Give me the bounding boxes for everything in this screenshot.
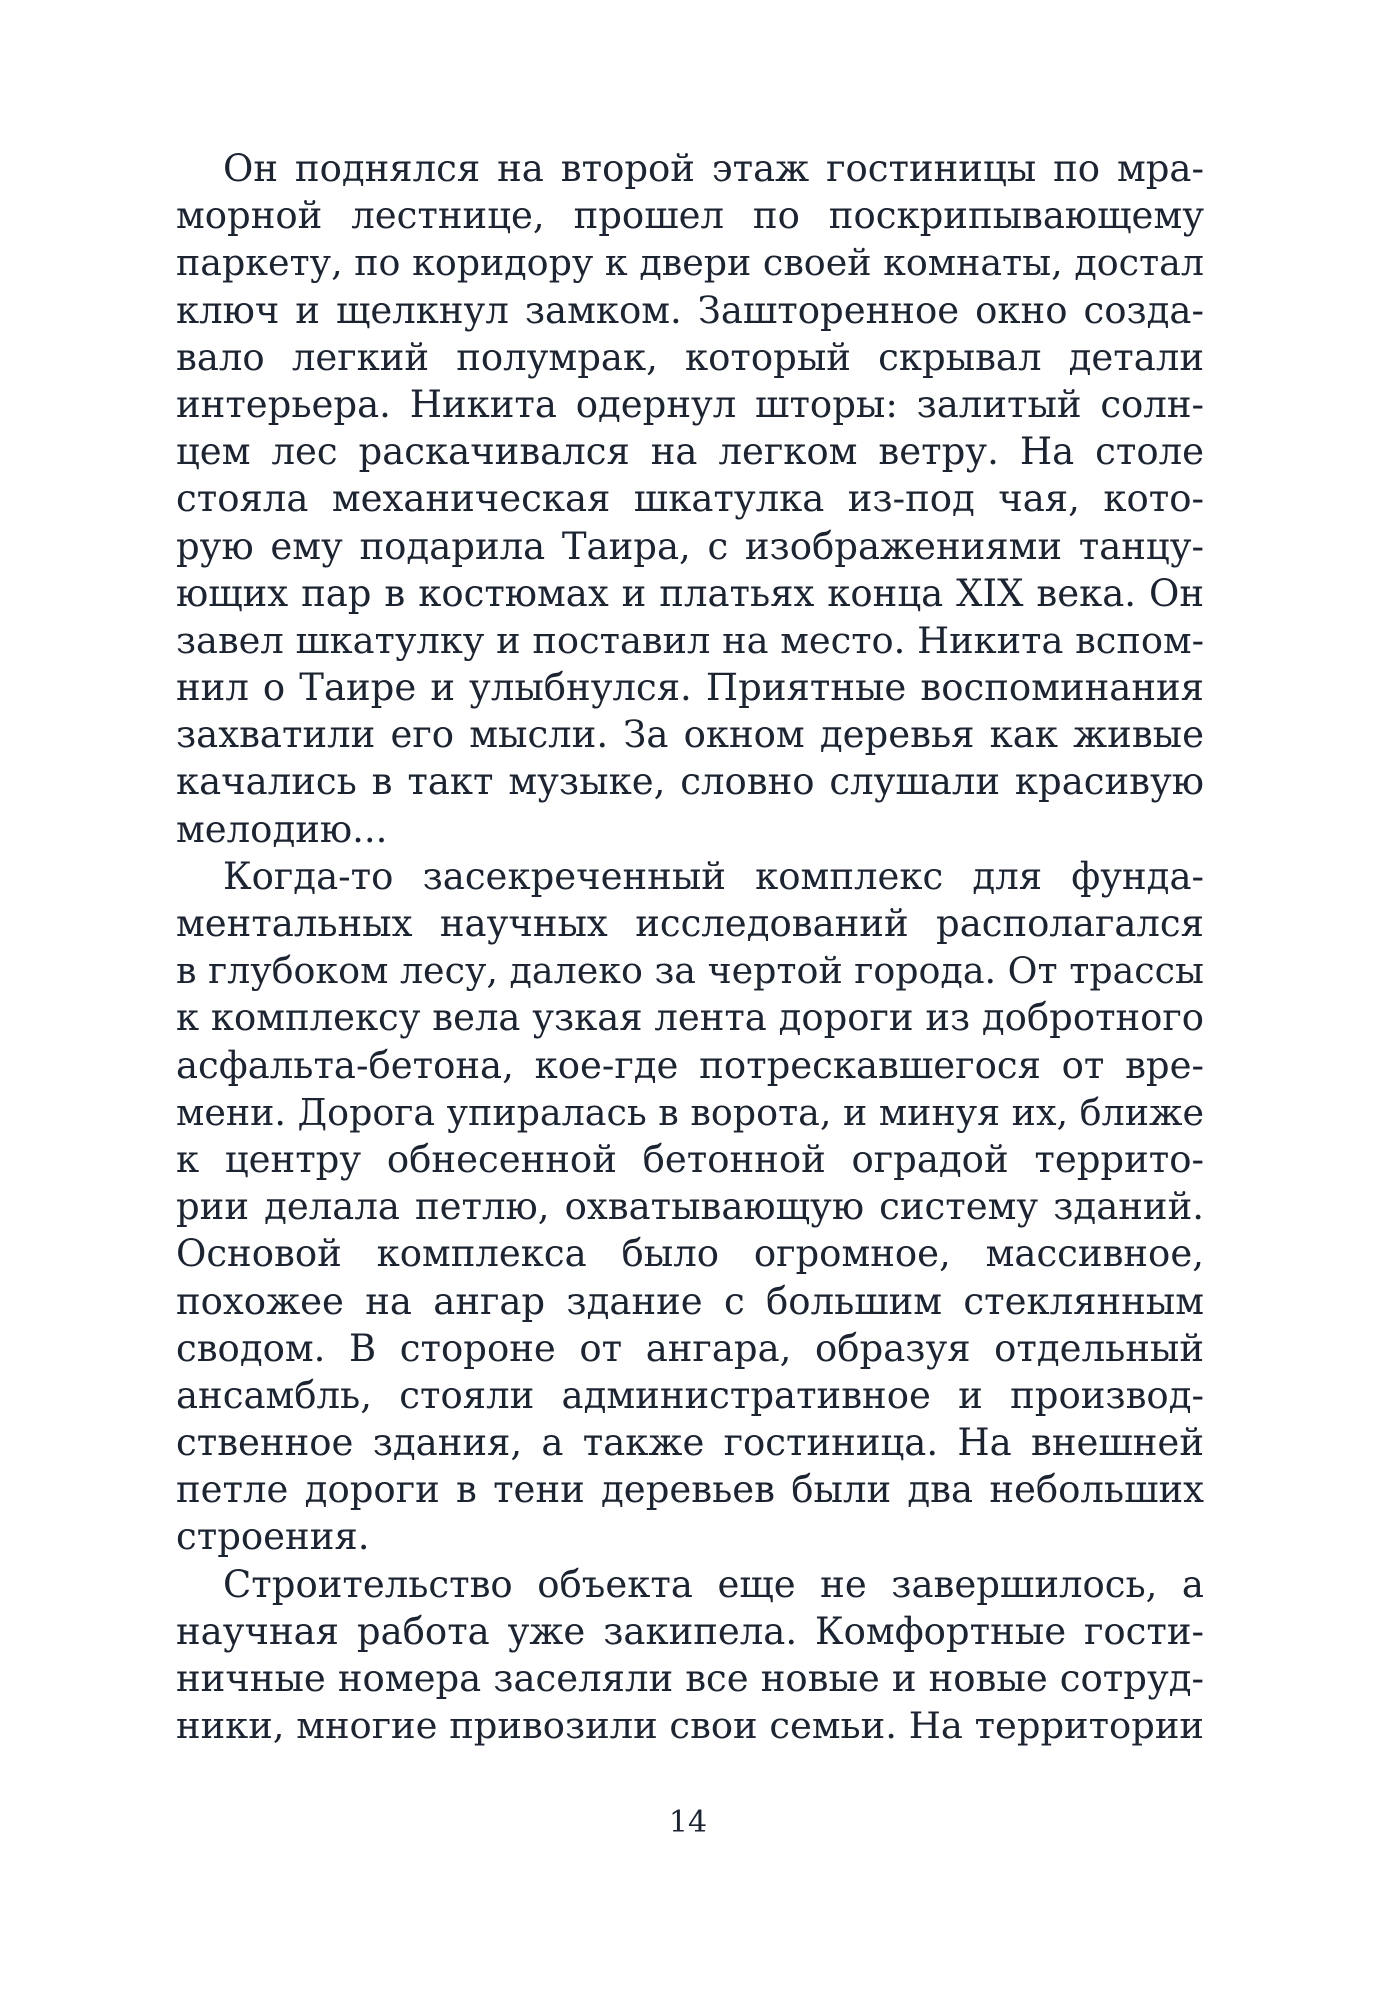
paragraph-line: интерьера. Никита одернул шторы: залитый солн- xyxy=(176,382,1204,426)
paragraph-line: асфальта-бетона, кое-где потрескавшегося от вре- xyxy=(176,1043,1204,1087)
paragraph-line: ключ и щелкнул замком. Зашторенное окно созда- xyxy=(176,288,1204,332)
paragraph-line: качались в такт музыке, словно слушали красивую xyxy=(176,760,1204,804)
paragraph-line: научная работа уже закипела. Комфортные гости- xyxy=(176,1609,1204,1653)
page-number: 14 xyxy=(668,1805,708,1840)
paragraph-line: ники, многие привозили свои семьи. На территории xyxy=(176,1704,1204,1748)
paragraph-line: к комплексу вела узкая лента дороги из добротного xyxy=(176,996,1204,1040)
paragraph-line: морной лестнице, прошел по поскрипывающему xyxy=(176,194,1204,238)
paragraph-line: рую ему подарила Таира, с изображениями танцу- xyxy=(176,524,1204,568)
paragraph-line: петле дороги в тени деревьев были два небольших xyxy=(176,1468,1204,1512)
paragraph-line: мени. Дорога упиралась в ворота, и минуя их, ближе xyxy=(176,1090,1204,1134)
paragraph-line: в глубоком лесу, далеко за чертой города. От трассы xyxy=(176,949,1204,993)
paragraph-line: вало легкий полумрак, который скрывал детали xyxy=(176,335,1204,379)
paragraph-line: к центру обнесенной бетонной оградой террито- xyxy=(176,1137,1204,1181)
body-text xyxy=(176,145,1204,1749)
paragraph-line: нил о Таире и улыбнулся. Приятные воспоминания xyxy=(176,666,1204,710)
paragraph-line: Основой комплекса было огромное, массивное, xyxy=(176,1232,1204,1276)
paragraph-line: похожее на ангар здание с большим стеклянным xyxy=(176,1279,1204,1323)
paragraph-line: захватили его мысли. За окном деревья как живые xyxy=(176,713,1204,757)
paragraph-line: завел шкатулку и поставил на место. Никита вспом- xyxy=(176,618,1204,662)
paragraph-line: рии делала петлю, охватывающую систему зданий. xyxy=(176,1185,1204,1229)
paragraph-line: паркету, по коридору к двери своей комнаты, достал xyxy=(176,241,1204,285)
paragraph-line: сводом. В стороне от ангара, образуя отдельный xyxy=(176,1326,1204,1370)
paragraph-line: ментальных научных исследований располагался xyxy=(176,902,1204,945)
paragraph-line: Строительство объекта еще не завершилось, а xyxy=(223,1562,1204,1606)
paragraph-line: ющих пар в костюмах и платьях конца XIX века. Он xyxy=(176,571,1204,615)
paragraph-line: строения. xyxy=(176,1515,370,1559)
paragraph-line: ничные номера заселяли все новые и новые сотруд- xyxy=(176,1657,1204,1700)
paragraph-line: Когда-то засекреченный комплекс для фунда- xyxy=(223,854,1204,898)
paragraph-line: ственное здания, а также гостиница. На внешней xyxy=(176,1421,1204,1465)
paragraph-line: стояла механическая шкатулка из-под чая, кото- xyxy=(176,477,1204,521)
paragraph-line: ансамбль, стояли административное и производ- xyxy=(176,1373,1204,1417)
paragraph-line: мелодию... xyxy=(176,807,388,851)
paragraph-line: цем лес раскачивался на легком ветру. На столе xyxy=(176,430,1204,474)
paragraph-line: Он поднялся на второй этаж гостиницы по мра- xyxy=(223,147,1204,190)
